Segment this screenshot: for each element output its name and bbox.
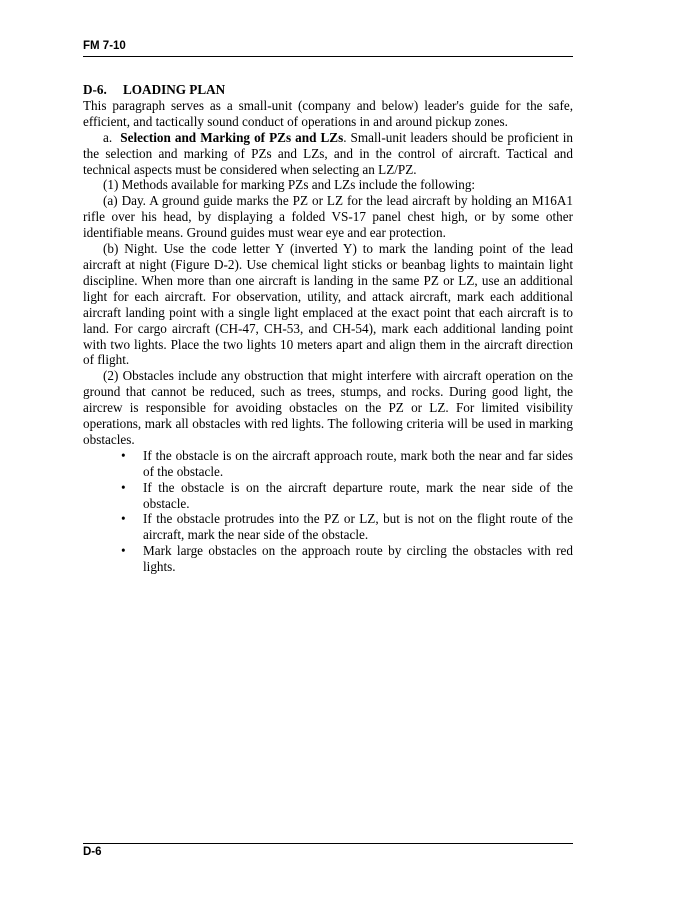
intro-paragraph: This paragraph serves as a small-unit (company and below) leader's guide for the safe, efficient, and tactically sound conduct of operations in and around pickup zones.: [83, 97, 573, 129]
subsection-a-title: Selection and Marking of PZs and LZs: [120, 129, 344, 145]
section-number: D-6.: [83, 82, 107, 97]
paragraph-2-obstacles: (2) Obstacles include any obstruction that might interfere with aircraft operation on the ground that cannot be reduced, such as trees, stumps, and rocks. During good light, the aircrew is responsible for avoiding obstacles on the PZ or LZ. For limited visibility operations, mark all obstacles with red lights. The following criteria will be used in marking obstacles.: [83, 368, 573, 447]
list-item: [121, 447, 573, 480]
page-body: [83, 82, 573, 575]
paragraph-1b-night: (b) Night. Use the code letter Y (inverted Y) to mark the landing point of the lead aircraft at night (Figure D-2). Use chemical light sticks or beanbag lights to maintain light discipline. When more than one aircraft is landing in the same PZ or LZ, use an additional light for each aircraft. For observation, utility, and attack aircraft, mark each additional aircraft landing point with a single light emplaced at the exact point that each aircraft is to land. For cargo aircraft (CH-47, CH-53, and CH-54), mark each additional landing point with two lights. Place the two lights 10 meters apart and align them in the aircraft direction of flight.: [83, 241, 573, 368]
list-item-text: Mark large obstacles on the approach route by circling the obstacles with red lights.: [143, 543, 573, 575]
bullet-icon: •: [121, 447, 126, 463]
paragraph-1a-day: (a) Day. A ground guide marks the PZ or LZ for the lead aircraft by holding an M16A1 rifle over his head, by displaying a folded VS-17 panel chest high, or by some other identifiable means. Ground guides must wear eye and ear protection.: [83, 193, 573, 241]
list-item: [121, 479, 573, 512]
list-item-text: If the obstacle is on the aircraft departure route, mark the near side of the obstacle.: [143, 479, 573, 511]
section-title: LOADING PLAN: [123, 82, 226, 97]
section-heading: [83, 82, 573, 98]
page-number: D-6: [83, 846, 102, 858]
obstacle-criteria-list: [83, 448, 573, 575]
list-item: [121, 543, 573, 575]
subsection-a-text: . Small-unit leaders should be proficient in the selection and marking of PZs and LZs, and in the control of aircraft. Tactical and technical aspects must be considered when selecting an LZ/PZ.: [83, 129, 573, 177]
footer-rule: [83, 843, 573, 844]
bullet-icon: •: [121, 479, 126, 495]
list-item-text: If the obstacle is on the aircraft approach route, mark both the near and far sides of the obstacle.: [143, 447, 573, 479]
list-item-text: If the obstacle protrudes into the PZ or LZ, but is not on the flight route of the aircraft, mark the near side of the obstacle.: [143, 511, 573, 543]
header-rule: [83, 56, 573, 57]
subsection-a-paragraph: [83, 130, 573, 178]
bullet-icon: •: [121, 511, 126, 527]
list-item: [121, 511, 573, 543]
bullet-icon: •: [121, 543, 126, 559]
subsection-a-label: a.: [103, 129, 113, 145]
running-head: FM 7-10: [83, 40, 126, 52]
paragraph-1: (1) Methods available for marking PZs and LZs include the following:: [103, 177, 476, 193]
